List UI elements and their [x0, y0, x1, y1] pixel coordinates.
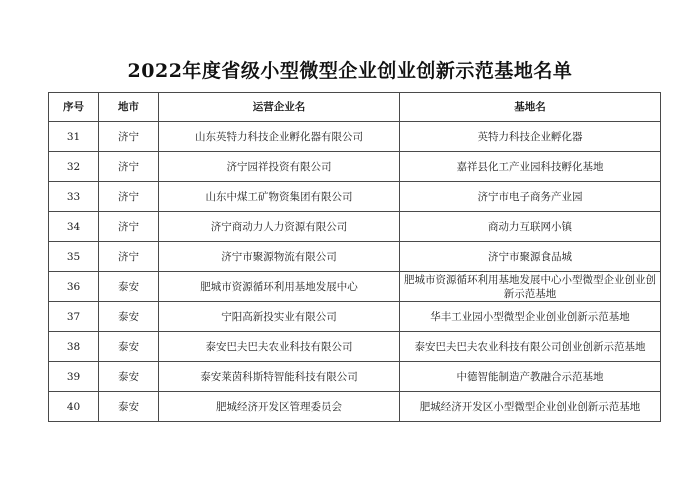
cell-no: 31 [49, 122, 99, 152]
cell-enterprise: 济宁商动力人力资源有限公司 [159, 212, 400, 242]
table-row [49, 212, 661, 242]
cell-city: 济宁 [99, 212, 159, 242]
table-row [49, 182, 661, 212]
cell-base: 济宁市聚源食品城 [400, 242, 661, 272]
header-city: 地市 [99, 93, 159, 122]
cell-enterprise: 山东中煤工矿物资集团有限公司 [159, 182, 400, 212]
cell-base: 嘉祥县化工产业园科技孵化基地 [400, 152, 661, 182]
cell-no: 39 [49, 362, 99, 392]
cell-enterprise: 泰安莱茵科斯特智能科技有限公司 [159, 362, 400, 392]
cell-no: 37 [49, 302, 99, 332]
header-no: 序号 [49, 93, 99, 122]
table-row [49, 332, 661, 362]
cell-no: 33 [49, 182, 99, 212]
cell-city: 济宁 [99, 182, 159, 212]
cell-enterprise: 泰安巴夫巴夫农业科技有限公司 [159, 332, 400, 362]
header-enterprise: 运营企业名 [159, 93, 400, 122]
document-title: 2022年度省级小型微型企业创业创新示范基地名单 [127, 60, 573, 82]
table-row [49, 272, 661, 302]
table-row [49, 242, 661, 272]
cell-city: 济宁 [99, 152, 159, 182]
cell-enterprise: 宁阳高新投实业有限公司 [159, 302, 400, 332]
cell-base: 中德智能制造产教融合示范基地 [400, 362, 661, 392]
header-base: 基地名 [400, 93, 661, 122]
cell-enterprise: 济宁市聚源物流有限公司 [159, 242, 400, 272]
base-list-table [48, 92, 661, 422]
cell-base: 泰安巴夫巴夫农业科技有限公司创业创新示范基地 [400, 332, 661, 362]
cell-base: 英特力科技企业孵化器 [400, 122, 661, 152]
cell-base: 肥城经济开发区小型微型企业创业创新示范基地 [400, 392, 661, 422]
cell-city: 济宁 [99, 242, 159, 272]
table-row [49, 392, 661, 422]
cell-base: 华丰工业园小型微型企业创业创新示范基地 [400, 302, 661, 332]
cell-no: 34 [49, 212, 99, 242]
cell-city: 泰安 [99, 332, 159, 362]
cell-city: 泰安 [99, 392, 159, 422]
table-row [49, 122, 661, 152]
cell-no: 35 [49, 242, 99, 272]
cell-enterprise: 济宁园祥投资有限公司 [159, 152, 400, 182]
cell-no: 36 [49, 272, 99, 302]
table-row [49, 362, 661, 392]
table-row [49, 302, 661, 332]
cell-city: 泰安 [99, 362, 159, 392]
cell-no: 40 [49, 392, 99, 422]
cell-base: 济宁市电子商务产业园 [400, 182, 661, 212]
table-header-row [49, 93, 661, 122]
cell-city: 泰安 [99, 302, 159, 332]
cell-city: 泰安 [99, 272, 159, 302]
table-row [49, 152, 661, 182]
cell-no: 32 [49, 152, 99, 182]
cell-enterprise: 山东英特力科技企业孵化器有限公司 [159, 122, 400, 152]
cell-no: 38 [49, 332, 99, 362]
cell-enterprise: 肥城经济开发区管理委员会 [159, 392, 400, 422]
cell-city: 济宁 [99, 122, 159, 152]
cell-base: 肥城市资源循环利用基地发展中心小型微型企业创业创新示范基地 [400, 272, 661, 302]
cell-enterprise: 肥城市资源循环利用基地发展中心 [159, 272, 400, 302]
cell-base: 商动力互联网小镇 [400, 212, 661, 242]
